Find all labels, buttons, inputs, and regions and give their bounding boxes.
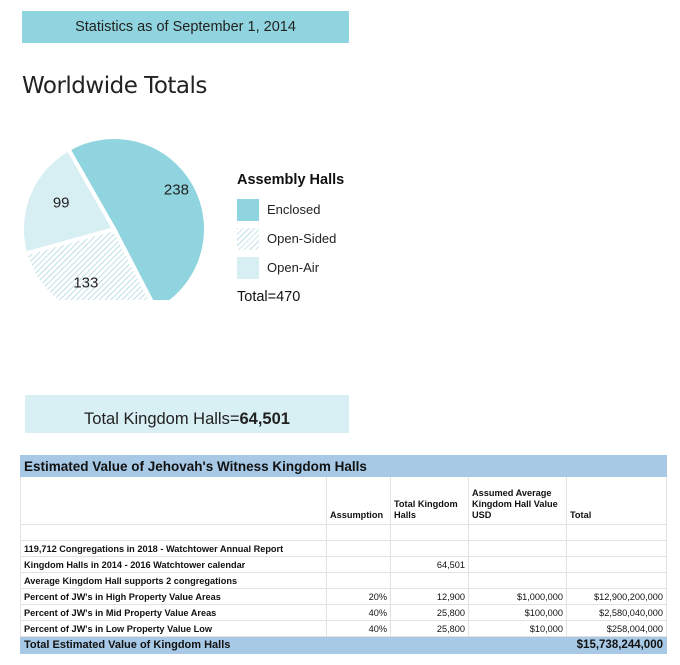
legend-item-enclosed [237,195,344,224]
stats-date-banner [22,11,349,43]
row-cell [469,573,567,589]
header-total: Total [567,477,667,525]
table-total-row [21,637,667,654]
kingdom-hall-value-table [20,455,667,654]
row-label: Kingdom Halls in 2014 - 2016 Watchtower calendar [21,557,327,573]
legend-swatch-open-air [237,257,259,279]
total-value: $15,738,244,000 [567,637,667,654]
header-total-kingdom-halls: Total Kingdom Halls [391,477,469,525]
section-title: Worldwide Totals [22,73,207,99]
header-cell [21,477,327,525]
row-cell [567,573,667,589]
table-row [21,589,667,605]
row-cell [567,557,667,573]
row-label: Percent of JW's in High Property Value Areas [21,589,327,605]
legend-total: Total=470 [237,289,301,305]
row-cell: 40% [327,621,391,637]
table-header-row [21,477,667,525]
table-row [21,541,667,557]
legend-swatch-open-sided [237,228,259,250]
kingdom-halls-value: 64,501 [239,409,290,428]
legend-swatch-enclosed [237,199,259,221]
legend-label-enclosed: Enclosed [267,202,321,217]
legend-label-open-sided: Open-Sided [267,231,337,246]
legend-item-open-air [237,253,344,282]
table-title-row [21,456,667,477]
legend-item-open-sided [237,224,344,253]
pie-label-open-air: 99 [52,194,70,212]
total-label: Total Estimated Value of Kingdom Halls [21,637,327,654]
row-cell [391,573,469,589]
stats-date-text: Statistics as of September 1, 2014 [75,19,296,35]
row-cell [327,573,391,589]
table-spacer-row [21,525,667,541]
kingdom-halls-label: Total Kingdom Halls= [84,409,240,428]
table-row [21,621,667,637]
row-label: Percent of JW's in Mid Property Value Areas [21,605,327,621]
row-cell [469,541,567,557]
row-cell [327,557,391,573]
table-row [21,605,667,621]
pie-label-open-sided: 133 [73,274,99,292]
legend-title: Assembly Halls [237,172,345,188]
row-cell [391,541,469,557]
row-cell: $10,000 [469,621,567,637]
assembly-halls-pie-chart [0,110,230,300]
row-cell: 20% [327,589,391,605]
header-assumed-value: Assumed Average Kingdom Hall Value USD [469,477,567,525]
row-cell [469,557,567,573]
row-cell: 40% [327,605,391,621]
row-cell: 25,800 [391,605,469,621]
row-cell [327,541,391,557]
table-row [21,557,667,573]
header-assumption: Assumption [327,477,391,525]
pie-label-enclosed: 238 [163,181,189,199]
row-cell: 12,900 [391,589,469,605]
legend-label-open-air: Open-Air [267,260,320,275]
table-row [21,573,667,589]
table-title: Estimated Value of Jehovah's Witness Kingdom Halls [21,456,391,477]
row-cell: 25,800 [391,621,469,637]
row-cell: $12,900,200,000 [567,589,667,605]
pie-legend [237,172,344,305]
row-label: Percent of JW's in Low Property Value Low [21,621,327,637]
row-cell: 64,501 [391,557,469,573]
kingdom-halls-banner [25,395,349,433]
row-cell [567,541,667,557]
row-label: Average Kingdom Hall supports 2 congregations [21,573,327,589]
row-cell: $100,000 [469,605,567,621]
row-cell: $1,000,000 [469,589,567,605]
row-cell: $258,004,000 [567,621,667,637]
row-label: 119,712 Congregations in 2018 - Watchtower Annual Report [21,541,327,557]
row-cell: $2,580,040,000 [567,605,667,621]
